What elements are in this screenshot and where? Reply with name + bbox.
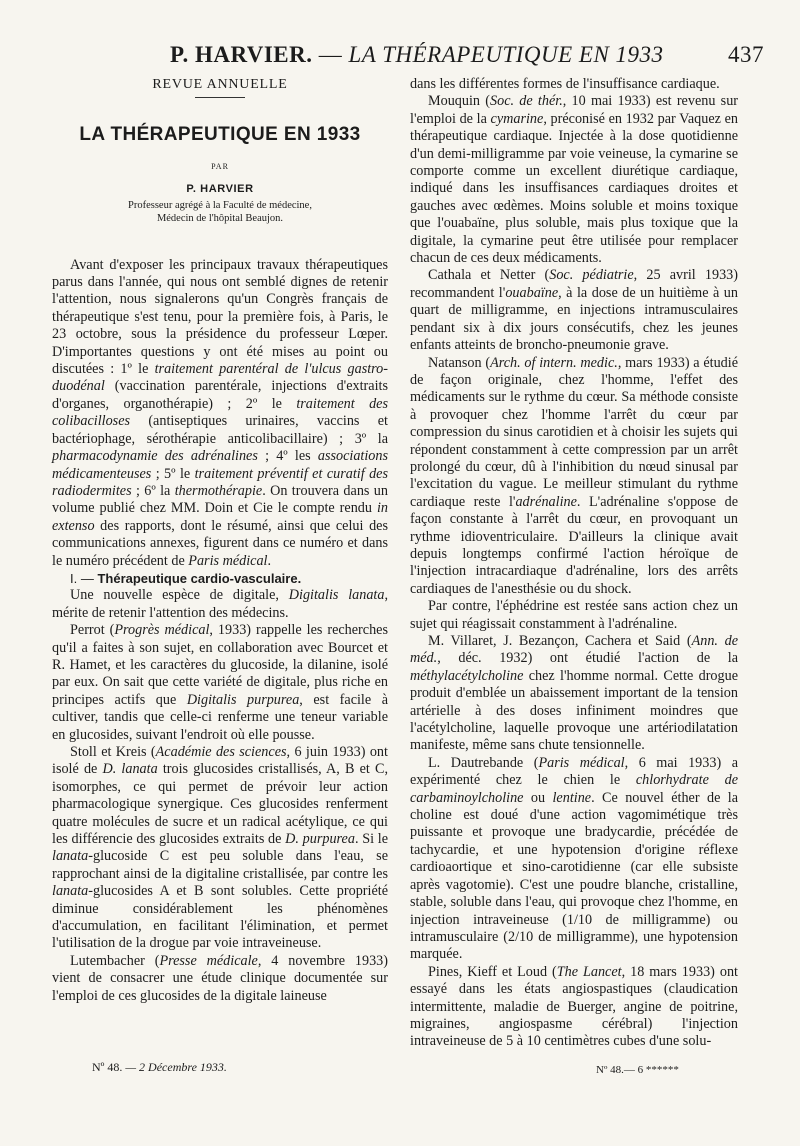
italic-run: in extenso: [52, 500, 388, 534]
text-run: , préconisé en 1932 par Vaquez en thérapeutique cardiaque. Injectée à la dose quotidienne d'un demi-milligramme par voie veineuse, la cymarine se comporte comme un excellent diurétique cardiaque, indiqué dans les insuffisances cardiaques droites et gauches avec œdèmes. Moins soluble et moins toxique que l'ouabaïne, plus soluble, mais plus toxique que la digitale, la cymarine peut être utilisée pour remplacer chacun de ces deux médicaments.: [410, 110, 738, 267]
footer-signature: Nº 48.— 6 ******: [596, 1064, 679, 1076]
text-run: , déc. 1932) ont étudié l'action de la: [437, 650, 738, 667]
text-run: Cathala et Netter (: [428, 267, 550, 284]
text-run: -glucosides A et B sont solubles. Cette propriété diminue considérablement les phénomènes d'accumulation, en facilitant l'élimination, et permet l'utilisation de la drogue par voie intraveineuse.: [52, 883, 388, 952]
footer-issue-date: — 2 Décembre 1933.: [122, 1060, 227, 1074]
text-run: , 1933) rappelle les recherches qu'il a faites à son sujet, en collaboration avec Bourcet et R. Hamet, et les caractères du glucoside, la dilanine, isolé par eux. On sait que cette variété de digitale, plus riche en principes actifs que: [52, 622, 388, 708]
italic-run: adrénaline: [515, 493, 577, 510]
text-run: Stoll et Kreis (: [70, 744, 156, 760]
text-run: ; 5º le: [151, 465, 195, 482]
italic-run: Paris médical: [188, 552, 268, 569]
italic-run: traitement parentéral de l'ulcus gastro-duodénal: [52, 361, 388, 395]
text-run: , 25 avril 1933) recommandent l': [410, 267, 738, 301]
intro-paragraph: [52, 257, 388, 570]
italic-run: lentine: [552, 789, 592, 806]
text-run: trois glucosides cristallisés, A, B et C, isomorphes, ce qui permet de prévoir leur action pharmacologique synergique. Ces glucosides renferment quatre molécules de sucre et un radical acétylique, ce qui les différencie des glucosides extraits de: [52, 761, 388, 848]
text-run: M. Villaret, J. Bezançon, Cachera et Said (: [428, 633, 692, 649]
italic-run: Académie des sciences: [155, 744, 287, 760]
text-run: ; 4º les: [257, 448, 318, 465]
text-run: , à la dose de un huitième à un quart de milligramme, en injections intramusculaires pendant six à dix jours consécutifs, chez les jeunes enfants atteints de broncho-pneumonie grave.: [410, 284, 738, 354]
text-run: Perrot (: [70, 622, 115, 639]
right-column: [410, 76, 738, 1051]
italic-run: ouabaïne: [505, 284, 559, 301]
text-run: . L'adrénaline s'oppose de façon constante à l'arrêt du cœur, en provoquant un rythme idioventriculaire. D'ailleurs la clinique avait depuis longtemps confirmé l'action héroïque de l'injection intracardiaque d'adrénaline, lors des arrêts cardiaques de l'anesthésie ou du shock.: [410, 493, 738, 597]
paragraph-lutembacher: [52, 953, 388, 1005]
italic-run: D. lanata: [102, 761, 158, 778]
italic-run: D. purpurea: [285, 831, 355, 848]
italic-run: Digitalis lanata: [288, 587, 385, 604]
by-label: PAR: [211, 161, 229, 171]
text-run: .: [267, 552, 272, 569]
article-title: LA THÉRAPEUTIQUE EN 1933: [79, 124, 361, 146]
text-run: , mars 1933) a étudié de façon originale, chez l'homme, l'effet des médicaments sur le rythme du cœur. Sa méthode consiste à provoquer chez l'homme l'arrêt du cœur par compression du sinus carotidien et à choisir les sujets qui répondent constamment à cette compression par un arrêt prolongé du cœur, dû à l'inhibition du nœud sinusal par l'excitation du vague. Le meilleur stimulant du rythme cardiaque reste l': [410, 354, 738, 510]
text-run: des rapports, dont le résumé, ainsi que celui des communications annexes, figurent dans ce numéro et dans le numéro précédent de: [52, 517, 388, 569]
text-run: , est facile à cultiver, tandis que celle-ci renferme une teneur variable en glucosides, suivant l'endroit où elle pousse.: [52, 691, 388, 743]
author-affiliation-2: Médecin de l'hôpital Beaujon.: [156, 212, 284, 224]
page-number: 437: [728, 42, 764, 67]
italic-run: traitement préventif et curatif des radiodermites: [52, 465, 388, 499]
italic-run: Progrès médical: [114, 622, 210, 639]
italic-run: Soc. pédiatrie: [549, 267, 634, 284]
italic-run: traitement des colibacilloses: [52, 395, 388, 430]
italic-run: chlorhydrate de carbaminoylcholine: [410, 772, 738, 806]
italic-run: Arch. of intern. medic.: [490, 354, 618, 371]
text-run: (vaccination parentérale, injections d'extraits d'organes, organothérapie) ; 2º le: [52, 378, 388, 412]
text-run: chez l'homme normal. Cette drogue produit d'emblée un abaissement important de la tension artérielle à des doses infiniment moindres que l'acétylcholine, laquelle provoque une artériodilatation manifeste, même sans chute tensionnelle.: [410, 667, 738, 754]
italic-run: cymarine: [490, 110, 544, 127]
text-run: , 6 mai 1933) a expérimenté chez le chien le: [410, 754, 738, 789]
text-run: Pines, Kieff et Loud (: [428, 963, 557, 980]
footer-issue: [92, 1060, 227, 1075]
text-run: , 18 mars 1933) ont essayé dans les états angiospastiques (claudication intermittente, maladie de Buerger, angine de poitrine, migraines, angiospasme cérébral) l'injection intraveineuse de 5 à 10 centimètres cubes d'une solu-: [410, 963, 738, 1050]
title-divider: [195, 97, 245, 98]
author-name: P. HARVIER: [186, 183, 254, 196]
italic-run: Ann. de méd.: [410, 633, 739, 667]
paragraph-perrot: [52, 622, 388, 744]
italic-run: thermothérapie: [174, 482, 263, 499]
italic-run: lanata: [52, 883, 89, 900]
text-run: (antiseptiques urinaires, vaccins et bactériophage, sérothérapie anticolibacillaire) ; 3º la: [52, 413, 388, 447]
text-run: Avant d'exposer les principaux travaux thérapeutiques parus dans l'année, qui nous ont semblé dignes de retenir l'attention, nous signalerons qu'un Congrès français de thérapeutique s'est tenu, pour la première fois, à Paris, le 23 octobre, sous la présidence du professeur Lœper. D'importantes questions y ont été mises au point ou discutées : 1º le: [52, 256, 388, 378]
text-run: , 6 juin 1933) ont isolé de: [52, 744, 388, 778]
italic-run: pharmacodynamie des adrénalines: [52, 448, 258, 465]
text-run: ; 6º la: [131, 482, 175, 499]
section-number: I. —: [70, 570, 98, 586]
running-head-title: [170, 42, 664, 68]
italic-run: Soc. de thér.: [490, 93, 563, 110]
paragraph-mouquin: [410, 93, 738, 267]
footer-issue-number: Nº 48.: [92, 1060, 123, 1074]
italic-run: The Lancet: [556, 963, 622, 980]
text-run: , 4 novembre 1933) vient de consacrer une étude clinique documentée sur l'emploi de ces glucosides de la digitale laineuse: [52, 952, 388, 1004]
text-run: -glucoside C est peu soluble dans l'eau, se rapprochant ainsi de la digitaline cristallisée, par contre les: [52, 848, 388, 882]
italic-run: Paris médical: [538, 754, 625, 771]
paragraph-dautrebande: [410, 755, 738, 964]
text-run: Une nouvelle espèce de digitale,: [70, 587, 289, 604]
paragraph-villaret: [410, 633, 738, 755]
italic-run: Presse médicale: [159, 952, 258, 969]
italic-run: méthylacétylcholine: [410, 667, 524, 684]
paragraph-natanson: [410, 355, 738, 599]
italic-run: Digitalis purpurea: [186, 691, 300, 708]
running-head-author: P. HARVIER.: [170, 42, 313, 67]
text-run: ou: [523, 789, 553, 806]
text-run: L. Dautrebande (: [428, 754, 539, 771]
text-run: Lutembacher (: [70, 952, 160, 969]
text-run: Natanson (: [428, 354, 491, 371]
paragraph-ephedrine: Par contre, l'éphédrine est restée sans action chez un sujet qui réagissait constamment à l'adrénaline.: [410, 598, 738, 632]
running-head-journal-title: LA THÉRAPEUTIQUE EN 1933: [348, 42, 664, 67]
running-head-separator: —: [312, 42, 349, 67]
section-title: Thérapeutique cardio-vasculaire.: [97, 570, 302, 586]
section-label: REVUE ANNUELLE: [152, 77, 288, 92]
left-column: [52, 76, 388, 1005]
paragraph-cathala-netter: [410, 267, 738, 354]
text-run: , mérite de retenir l'attention des médecins.: [52, 587, 389, 621]
text-run: . On trouvera dans un volume publié chez MM. Doin et Cie le compte rendu: [52, 482, 388, 517]
section-heading: [52, 570, 388, 587]
italic-run: associations médicamenteuses: [52, 448, 389, 482]
paragraph-stoll-kreis: [52, 744, 388, 953]
text-run: , 10 mai 1933) est revenu sur l'emploi de la: [410, 93, 739, 127]
text-run: . Si le: [354, 831, 388, 848]
italic-run: lanata: [52, 848, 89, 865]
paragraph-pines-kieff-loud: [410, 964, 738, 1051]
text-run: . Ce nouvel éther de la choline est doué d'une action vagomimétique très puissante et provoque une bradycardie, précédée de tachycardie, et une hypotension d'origine réflexe cardioaortique et sino-carotidienne (car elle subsiste après vagotomie). C'est une poudre blanche, cristalline, stable, soluble dans l'eau, qui provoque chez l'homme, en injection intraveineuse (1/10 de milligramme) ou intramusculaire (2/10 de milligramme), une hypotension marquée.: [410, 789, 739, 963]
paragraph-digitalis-lanata: [52, 587, 388, 622]
text-run: Mouquin (: [428, 93, 490, 110]
author-affiliation-1: Professeur agrégé à la Faculté de médecine,: [128, 199, 312, 211]
paragraph-continuation: dans les différentes formes de l'insuffisance cardiaque.: [410, 76, 720, 92]
